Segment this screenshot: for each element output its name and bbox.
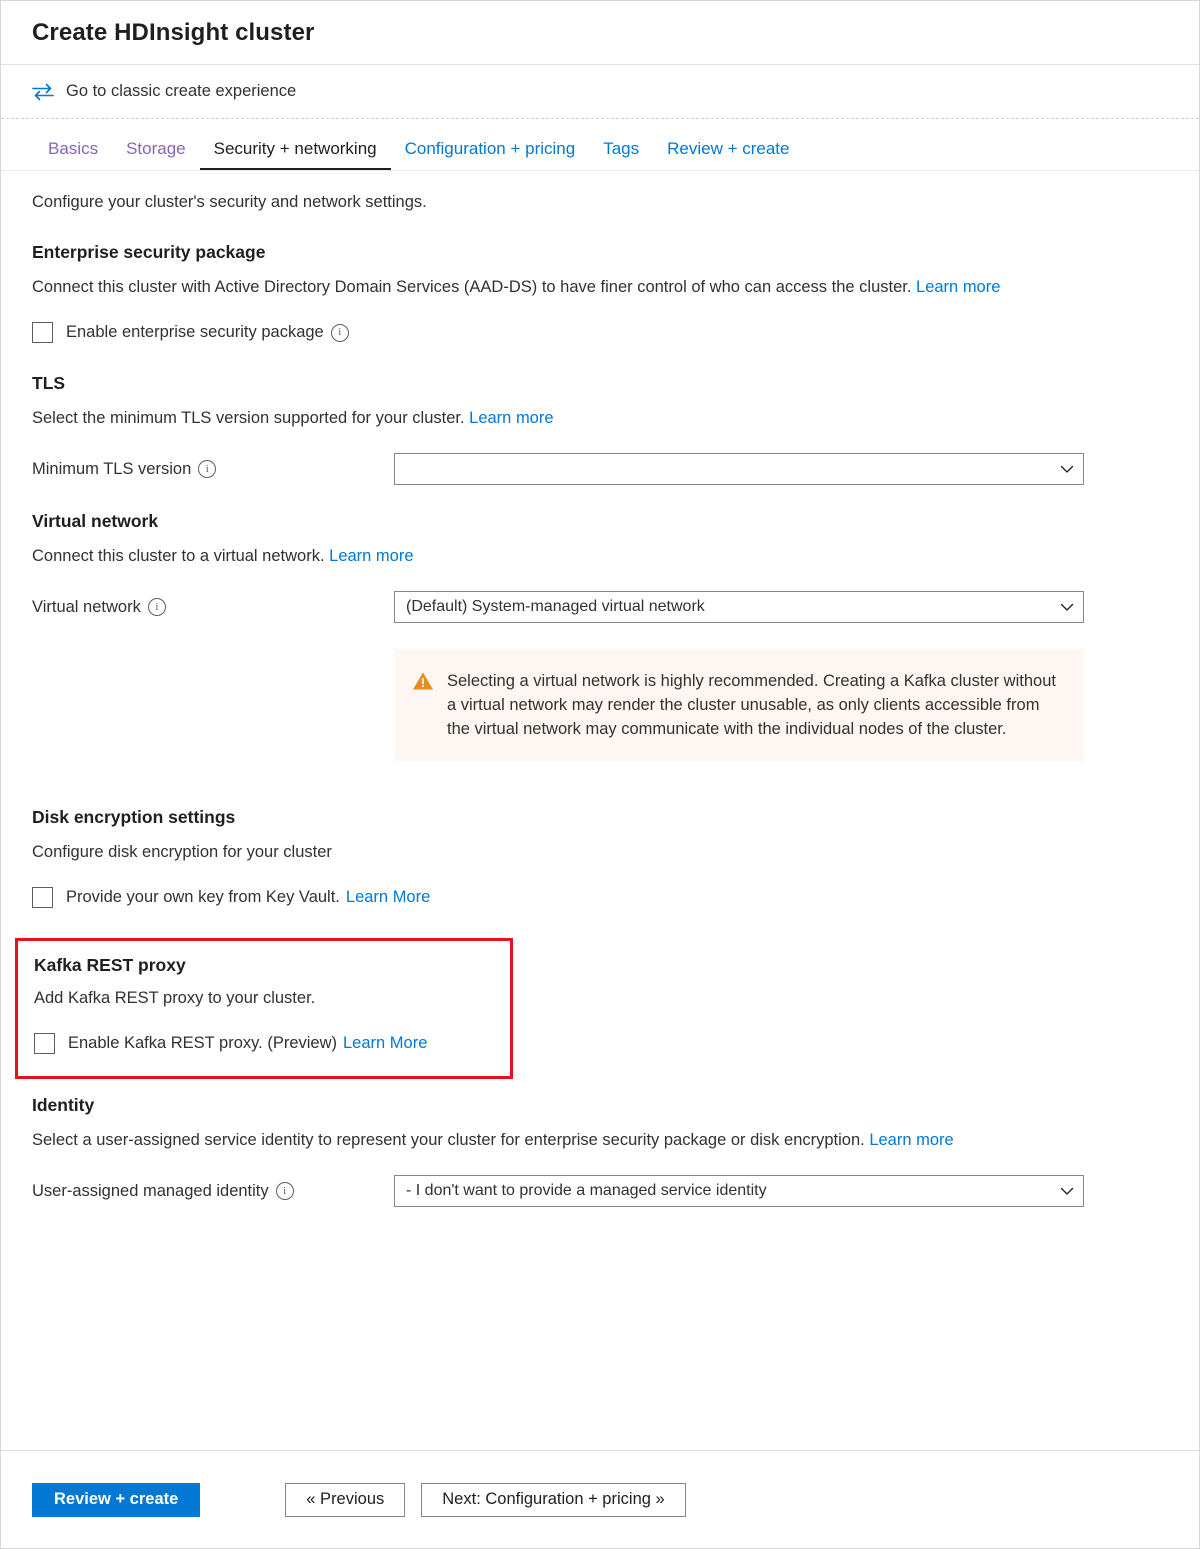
virtual-network-value: (Default) System-managed virtual network [406,598,705,615]
chevron-down-icon [1060,600,1074,614]
tab-tags[interactable]: Tags [603,139,640,158]
enable-kafka-rest-proxy-label: Enable Kafka REST proxy. (Preview) [68,1034,337,1052]
enable-enterprise-security-label: Enable enterprise security package [66,323,324,341]
tls-learn-more-link[interactable]: Learn more [469,409,554,427]
identity-title: Identity [32,1095,95,1115]
virtual-network-label-wrap [32,598,394,617]
enable-kafka-rest-proxy-checkbox[interactable] [34,1033,55,1054]
virtual-network-info-icon[interactable]: i [148,598,166,616]
disk-encryption-key-vault-row[interactable] [32,887,1168,908]
minimum-tls-version-label-wrap [32,460,394,479]
swap-arrows-icon [32,82,54,102]
enable-kafka-rest-proxy-row[interactable] [34,1033,494,1054]
minimum-tls-version-label: Minimum TLS version [32,459,192,478]
disk-encryption-key-vault-checkbox[interactable] [32,887,53,908]
disk-encryption-learn-more-link[interactable]: Learn More [345,888,431,906]
user-assigned-managed-identity-info-icon[interactable]: i [276,1182,294,1200]
kafka-rest-proxy-title: Kafka REST proxy [34,955,186,975]
virtual-network-description-text: Connect this cluster to a virtual network. [32,547,325,565]
identity-learn-more-link[interactable]: Learn more [869,1131,954,1149]
chevron-down-icon [1060,1184,1074,1198]
enterprise-security-learn-more-link[interactable]: Learn more [916,278,1001,296]
enterprise-security-description-text: Connect this cluster with Active Directory Domain Services (AAD-DS) to have finer control of who can access the cluster. [32,278,912,296]
disk-encryption-description: Configure disk encryption for your cluster [32,843,332,861]
virtual-network-warning-text: Selecting a virtual network is highly recommended. Creating a Kafka cluster without a virtual network may render the cluster unusable, as only clients accessible from the virtual network may communicate with the individual nodes of the cluster. [447,672,1056,738]
virtual-network-title: Virtual network [32,511,159,531]
disk-encryption-section [32,807,1168,908]
blade-footer [1,1450,1199,1548]
kafka-rest-proxy-section [15,938,513,1079]
classic-experience-row [1,65,1199,119]
identity-section [32,1095,1168,1207]
go-to-classic-create-experience-link[interactable]: Go to classic create experience [66,82,297,100]
next-configuration-pricing-button[interactable]: Next: Configuration + pricing » [421,1483,685,1517]
kafka-rest-proxy-description: Add Kafka REST proxy to your cluster. [34,989,316,1007]
tab-security-networking[interactable]: Security + networking [200,138,391,170]
virtual-network-learn-more-link[interactable]: Learn more [329,547,414,565]
virtual-network-select[interactable] [394,591,1084,623]
enterprise-security-section [32,242,1168,343]
tab-basics[interactable]: Basics [48,139,99,158]
user-assigned-managed-identity-select[interactable] [394,1175,1084,1207]
minimum-tls-version-info-icon[interactable]: i [198,460,216,478]
user-assigned-managed-identity-label: User-assigned managed identity [32,1181,269,1200]
tab-review-create[interactable]: Review + create [667,139,790,158]
chevron-down-icon [1060,462,1074,476]
tls-description [32,406,1092,431]
disk-encryption-title: Disk encryption settings [32,807,236,827]
warning-icon [412,669,434,741]
user-assigned-managed-identity-value: - I don't want to provide a managed service identity [406,1182,767,1199]
tls-description-text: Select the minimum TLS version supported for your cluster. [32,409,465,427]
minimum-tls-version-select[interactable] [394,453,1084,485]
virtual-network-label: Virtual network [32,597,141,616]
enterprise-security-info-icon[interactable]: i [331,324,349,342]
tab-configuration-pricing[interactable]: Configuration + pricing [404,139,576,158]
blade-content [1,171,1199,1207]
identity-description [32,1128,1092,1153]
kafka-rest-proxy-learn-more-link[interactable]: Learn More [343,1034,428,1052]
tab-bar [1,119,1199,171]
enable-enterprise-security-checkbox[interactable] [32,322,53,343]
tab-storage[interactable]: Storage [126,139,186,158]
minimum-tls-version-row [32,453,1168,485]
previous-button[interactable]: « Previous [285,1483,405,1517]
virtual-network-description [32,544,1092,569]
virtual-network-warning [394,649,1084,761]
intro-text: Configure your cluster's security and network settings. [32,193,427,211]
enterprise-security-description [32,275,1092,300]
page-title: Create HDInsight cluster [32,18,315,46]
enable-enterprise-security-row[interactable] [32,322,1168,343]
identity-description-text: Select a user-assigned service identity to represent your cluster for enterprise security package or disk encryption. [32,1131,865,1149]
tls-title: TLS [32,373,66,393]
enterprise-security-title: Enterprise security package [32,242,266,262]
blade-header [1,1,1199,65]
user-assigned-managed-identity-row [32,1175,1168,1207]
disk-encryption-key-vault-label: Provide your own key from Key Vault. [66,888,340,906]
virtual-network-row [32,591,1168,623]
user-assigned-managed-identity-label-wrap [32,1182,394,1201]
review-create-button[interactable]: Review + create [32,1483,200,1517]
tls-section [32,373,1168,485]
virtual-network-section [32,511,1168,761]
